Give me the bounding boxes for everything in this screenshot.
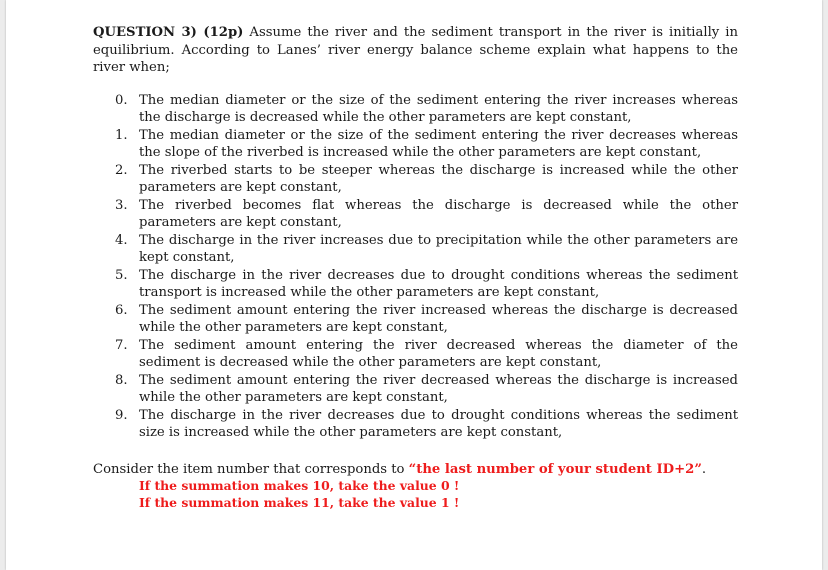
item-text: The riverbed becomes flat whereas the discharge is decreased while the other parameters are kept constant,	[139, 197, 738, 230]
item-text: The discharge in the river decreases due to drought conditions whereas the sediment transport is increased while the other parameters are kept constant,	[139, 267, 738, 300]
item-number: 6.	[115, 302, 128, 318]
consider-prefix: Consider the item number that corresponds to	[93, 461, 409, 477]
list-item	[115, 232, 738, 267]
list-item	[115, 162, 738, 197]
item-text: The riverbed starts to be steeper whereas the discharge is increased while the other parameters are kept constant,	[139, 162, 738, 195]
question-content	[93, 24, 738, 511]
item-text: The discharge in the river decreases due to drought conditions whereas the sediment size is increased while the other parameters are kept constant,	[139, 407, 738, 440]
item-number: 5.	[115, 267, 128, 283]
list-item	[115, 127, 738, 162]
list-item	[115, 302, 738, 337]
item-number: 1.	[115, 127, 128, 143]
list-item	[115, 407, 738, 442]
list-item	[115, 372, 738, 407]
item-number: 2.	[115, 162, 128, 178]
list-item	[115, 337, 738, 372]
note-sum-11: If the summation makes 11, take the value 1 !	[139, 494, 460, 510]
consider-suffix: .	[701, 461, 707, 477]
item-text: The sediment amount entering the river decreased whereas the diameter of the sediment is decreased while the other parameters are kept constant,	[139, 337, 738, 370]
item-text: The sediment amount entering the river decreased whereas the discharge is increased while the other parameters are kept constant,	[139, 372, 738, 405]
item-number: 7.	[115, 337, 128, 353]
consider-emphasis: the last number of your student ID+2	[416, 461, 695, 477]
item-number: 0.	[115, 92, 128, 108]
question-text: Assume the river and the sediment transport in the river is initially in equilibrium. According to Lanes’ river energy balance scheme explain what happens to the river when;	[93, 25, 738, 75]
note-sum-10: If the summation makes 10, take the value 0 !	[139, 478, 460, 493]
item-text: The sediment amount entering the river increased whereas the discharge is decreased while the other parameters are kept constant,	[139, 302, 738, 335]
summation-notes	[139, 478, 738, 511]
item-text: The median diameter or the size of the sediment entering the river increases whereas the discharge is decreased while the other parameters are kept constant,	[139, 92, 738, 125]
question-label: QUESTION 3) (12p)	[93, 25, 244, 40]
document-page	[6, 0, 822, 570]
open-quote: “	[408, 461, 417, 477]
item-number: 3.	[115, 197, 128, 213]
list-item	[115, 92, 738, 127]
item-number: 4.	[115, 232, 128, 248]
consider-instruction	[93, 461, 738, 479]
close-quote: ”	[694, 461, 702, 477]
item-list	[93, 92, 738, 442]
item-number: 8.	[115, 372, 128, 388]
list-item	[115, 267, 738, 302]
item-text: The discharge in the river increases due to precipitation while the other parameters are kept constant,	[139, 232, 738, 265]
item-number: 9.	[115, 407, 128, 423]
list-item	[115, 197, 738, 232]
item-text: The median diameter or the size of the sediment entering the river decreases whereas the slope of the riverbed is increased while the other parameters are kept constant,	[139, 127, 738, 160]
question-intro	[93, 24, 738, 77]
